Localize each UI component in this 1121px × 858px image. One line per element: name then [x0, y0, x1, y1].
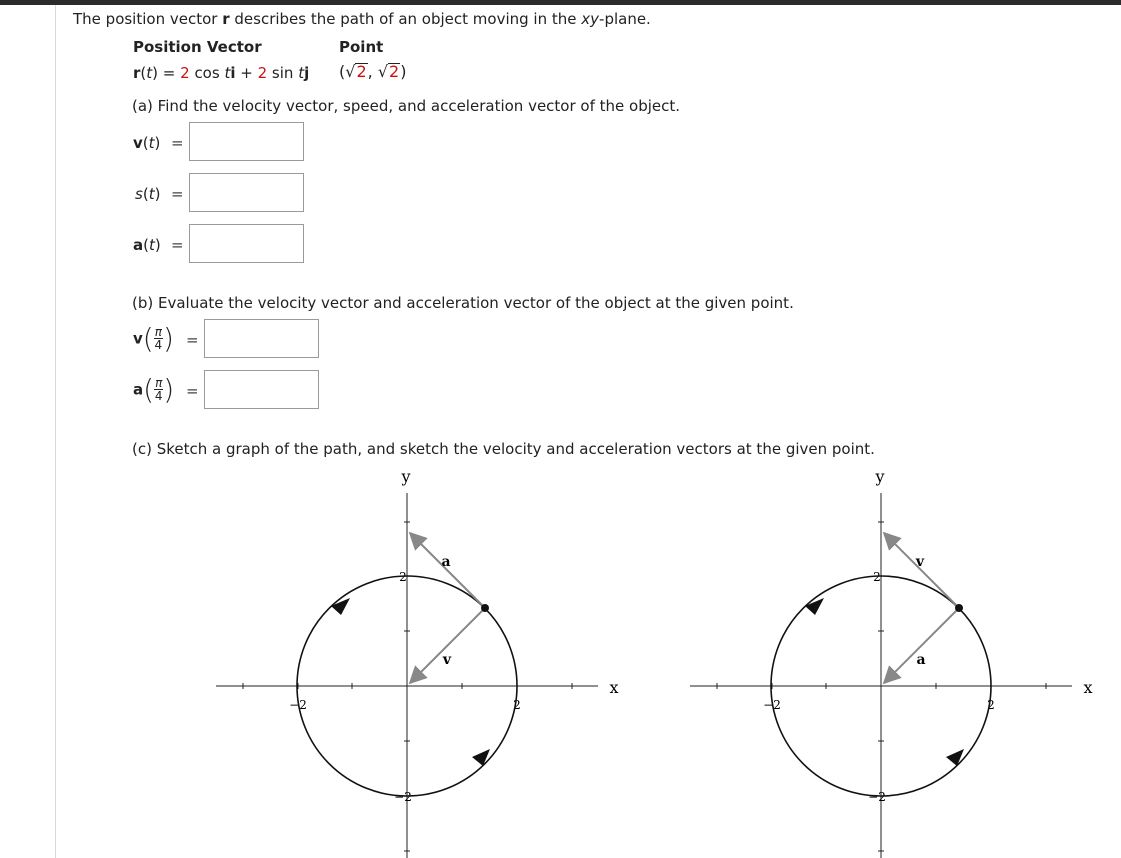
outer-vector-arrow: [884, 533, 959, 608]
a-symbol: a: [133, 380, 144, 399]
v-symbol: v: [133, 134, 143, 152]
a-symbol: a: [133, 236, 144, 254]
acceleration-at-point-input[interactable]: [204, 370, 319, 409]
tick-label-y-pos: 2: [873, 570, 881, 584]
velocity-at-point-input[interactable]: [204, 319, 319, 358]
direction-arrow-lower: [472, 749, 490, 766]
paren: ): [400, 62, 407, 81]
plus: +: [235, 64, 258, 82]
equals-sign: =: [171, 134, 184, 152]
xy-label: xy: [581, 10, 600, 28]
tick-label-y-pos: 2: [399, 570, 407, 584]
equals-sign: =: [186, 382, 199, 400]
speed-label: s(t): [135, 185, 161, 203]
header-position-vector: Position Vector: [133, 38, 262, 56]
intro-text-3: -plane.: [599, 10, 651, 28]
j-unit: j: [304, 64, 310, 82]
i-unit: i: [230, 64, 236, 82]
r-label: r: [133, 64, 141, 82]
acceleration-at-point-label: a( $\frac{\pi}{4}$ ): [133, 373, 175, 406]
comma: ,: [367, 62, 378, 81]
intro-text: The position vector: [73, 10, 223, 28]
left-rule: [55, 5, 56, 858]
tick-label-y-neg: −2: [868, 790, 886, 804]
equals-sign: =: [171, 185, 184, 203]
tick-label-y-neg: −2: [394, 790, 412, 804]
equals: =: [158, 64, 181, 82]
pi: π: [154, 325, 162, 339]
pi-over-4: [154, 377, 163, 402]
cos: cos: [189, 64, 225, 82]
direction-arrow-lower: [946, 749, 964, 766]
pi: π: [155, 376, 163, 390]
inner-vector-arrow: [410, 608, 485, 683]
x-axis-label: x: [609, 678, 619, 697]
root-2: 2: [389, 62, 400, 81]
root-1: 2: [356, 62, 367, 81]
graph-option-2[interactable]: [684, 465, 1104, 858]
intro-text-2: describes the path of an object moving in the: [229, 10, 582, 28]
inner-vector-label: a: [916, 652, 926, 668]
tick-label-x-neg: −2: [289, 698, 307, 712]
direction-arrow-upper: [331, 598, 350, 615]
outer-vector-label: a: [441, 554, 451, 570]
tick-label-x-pos: 2: [987, 698, 995, 712]
y-axis-label: y: [401, 467, 411, 486]
velocity-answer-input[interactable]: [189, 122, 304, 161]
four: 4: [154, 338, 163, 352]
t-var: t: [146, 64, 153, 82]
part-a-prompt: (a) Find the velocity vector, speed, and acceleration vector of the object.: [132, 97, 681, 115]
point-value: [339, 62, 406, 81]
v-symbol: v: [133, 329, 143, 348]
acceleration-answer-input[interactable]: [189, 224, 304, 263]
velocity-at-point-label: v( $\frac{\pi}{4}$ ): [133, 322, 174, 355]
t-var: t: [148, 185, 155, 203]
four: 4: [154, 389, 163, 403]
t-var: t: [298, 64, 305, 82]
tick-label-x-pos: 2: [513, 698, 521, 712]
sqrt-symbol: √: [377, 62, 389, 81]
y-axis-label: y: [875, 467, 885, 486]
inner-vector-arrow: [884, 608, 959, 683]
outer-vector-label: v: [915, 554, 925, 570]
inner-vector-label: v: [442, 652, 452, 668]
t-var: t: [224, 64, 231, 82]
paren: (: [339, 62, 346, 81]
tick-label-x-neg: −2: [763, 698, 781, 712]
top-bar: [0, 0, 1121, 5]
question-intro: [73, 10, 651, 28]
coef-1: 2: [180, 64, 190, 82]
equals-sign: =: [186, 331, 199, 349]
sin: sin: [267, 64, 299, 82]
part-b-prompt: (b) Evaluate the velocity vector and acceleration vector of the object at the given point.: [132, 294, 794, 312]
part-c-prompt: (c) Sketch a graph of the path, and sketch the velocity and acceleration vectors at the given point.: [132, 440, 875, 458]
velocity-label: v(t): [133, 134, 161, 152]
graph-option-1[interactable]: [210, 465, 620, 858]
point-marker: [481, 604, 489, 612]
r-vector-symbol: r: [222, 10, 230, 28]
x-axis-label: x: [1083, 678, 1093, 697]
equals-sign: =: [171, 236, 184, 254]
t-var: t: [148, 236, 155, 254]
header-point: Point: [339, 38, 384, 56]
pi-over-4: [154, 326, 163, 351]
speed-answer-input[interactable]: [189, 173, 304, 212]
acceleration-label: a(t): [133, 236, 161, 254]
s-symbol: s: [135, 185, 143, 203]
coef-2: 2: [257, 64, 268, 82]
sqrt-symbol: √: [345, 62, 356, 81]
direction-arrow-upper: [805, 598, 824, 615]
position-vector-expression: r(t) = 2 cos ti + 2 sin tj: [133, 64, 310, 82]
t-var: t: [148, 134, 155, 152]
point-marker: [955, 604, 963, 612]
outer-vector-arrow: [410, 533, 485, 608]
